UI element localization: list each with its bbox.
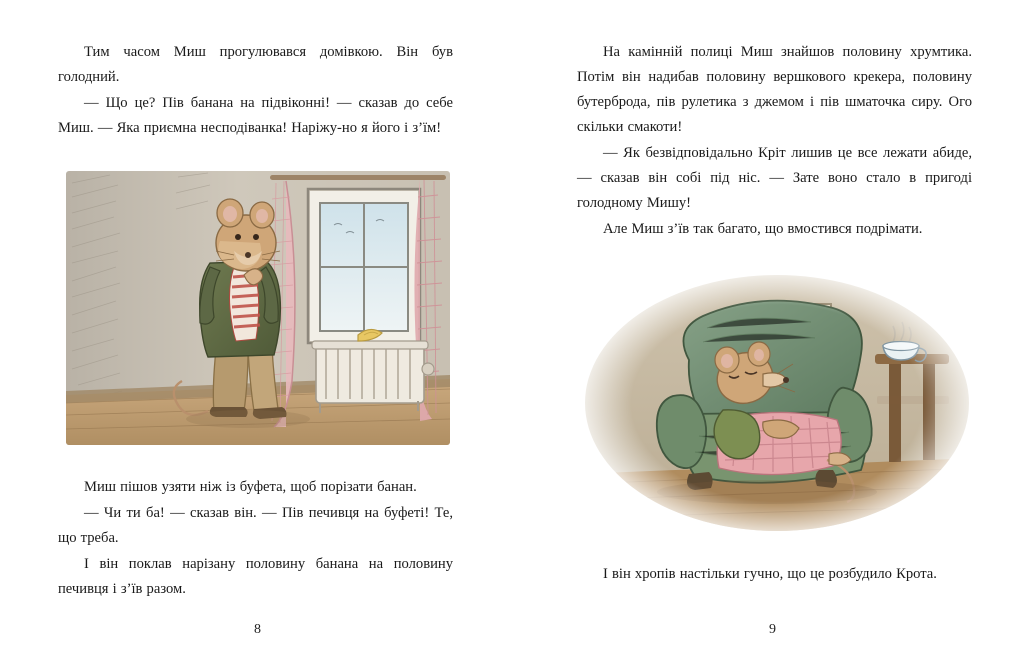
page-number-left: 8 xyxy=(254,622,261,637)
mouse-napping-in-armchair-illustration xyxy=(577,268,977,538)
page-number-right: 9 xyxy=(769,622,776,637)
paragraph: І він хропів настільки гучно, що це розбудило Крота. xyxy=(603,566,937,582)
mouse-by-radiator-illustration xyxy=(58,163,458,453)
paragraph: — Що це? Пів банана на підвіконні! — сказав до себе Миш. — Яка приємна несподіванка! Наріжу-но я його і з’їм! xyxy=(58,95,453,136)
paragraph: Тим часом Миш прогулювався домівкою. Він був голодний. xyxy=(58,44,453,85)
paragraph: Але Миш з’їв так багато, що вмостився подрімати. xyxy=(603,221,923,237)
paragraph: — Як безвідповідально Кріт лишив це все лежати абиде, — сказав він собі під ніс. — Зате воно стало в пригоді голодному Мишу! xyxy=(577,145,972,211)
paragraph: — Чи ти ба! — сказав він. — Пів печивця на буфеті! Те, що треба. xyxy=(58,505,453,546)
paragraph: І він поклав нарізану половину банана на половину печивця і з’їв разом. xyxy=(58,556,453,597)
paragraph: Миш пішов узяти ніж із буфета, щоб порізати банан. xyxy=(84,479,417,495)
paragraph: На камінній полиці Миш знайшов половину хрумтика. Потім він надибав половину вершкового крекера, половину бутерброда, пів рулетика з джемом і пів шматочка сиру. Ого скільки смакоти! xyxy=(577,44,972,135)
right-page xyxy=(515,0,1030,662)
